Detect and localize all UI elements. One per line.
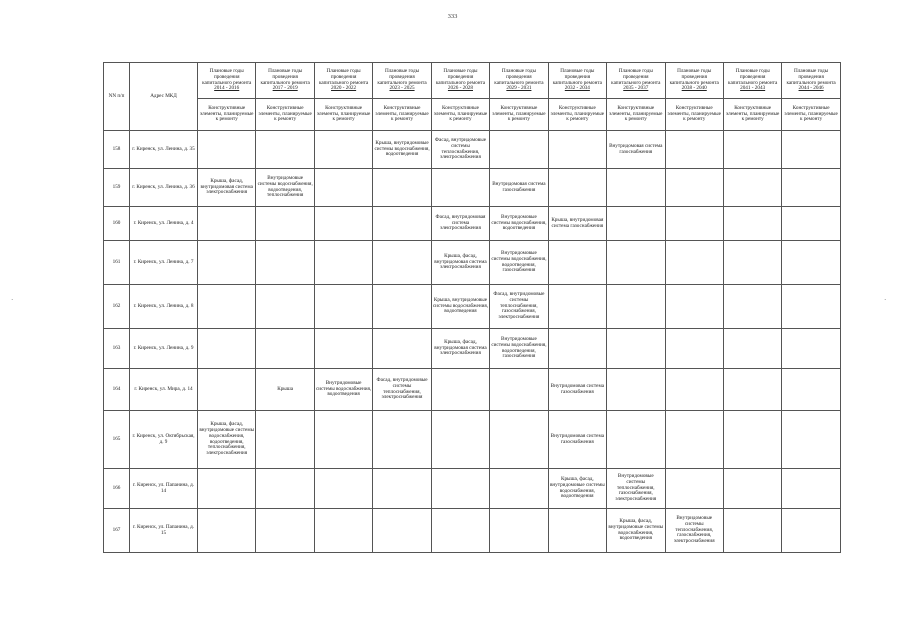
row-work-cell: Крыша, внутридомовая система газоснабжения [548, 207, 606, 241]
row-work-cell [198, 241, 256, 285]
row-number: 165 [104, 411, 130, 469]
row-address: г. Киренск, ул. Ленина, д. 8 [130, 285, 198, 329]
row-number: 167 [104, 509, 130, 553]
header-elements: Конструктивные элементы, планируемые к ремонту [373, 99, 431, 131]
header-period: Плановые годы проведения капитального ремонта 2026 - 2028 [431, 63, 489, 99]
table-row [104, 469, 841, 509]
row-work-cell: Внутридомовая система газоснабжения [548, 369, 606, 411]
table-row [104, 207, 841, 241]
row-work-cell [256, 469, 314, 509]
table-row [104, 131, 841, 169]
header-period: Плановые годы проведения капитального ремонта 2032 - 2034 [548, 63, 606, 99]
table-row [104, 241, 841, 285]
row-work-cell: Внутридомовые системы водоснабжения, водоотведения, теплоснабжения [256, 169, 314, 207]
row-work-cell [548, 329, 606, 369]
table-row [104, 169, 841, 207]
row-work-cell [665, 131, 723, 169]
header-period: Плановые годы проведения капитального ремонта 2029 - 2031 [490, 63, 548, 99]
row-number: 166 [104, 469, 130, 509]
table-row [104, 369, 841, 411]
row-work-cell [314, 207, 372, 241]
row-work-cell [490, 469, 548, 509]
row-work-cell [490, 411, 548, 469]
header-elements: Конструктивные элементы, планируемые к ремонту [665, 99, 723, 131]
header-period: Плановые годы проведения капитального ремонта 2041 - 2043 [723, 63, 781, 99]
row-address: г. Киренск, ул. Папанина, д. 14 [130, 469, 198, 509]
row-work-cell [373, 329, 431, 369]
row-work-cell [723, 207, 781, 241]
row-work-cell: Внутридомовые системы теплоснабжения, газоснабжения, электроснабжения [665, 509, 723, 553]
row-work-cell [782, 169, 840, 207]
row-number: 164 [104, 369, 130, 411]
header-elements: Конструктивные элементы, планируемые к ремонту [198, 99, 256, 131]
table-row [104, 509, 841, 553]
row-work-cell [256, 131, 314, 169]
row-work-cell [198, 329, 256, 369]
header-elements: Конструктивные элементы, планируемые к ремонту [607, 99, 665, 131]
row-work-cell [490, 369, 548, 411]
row-address: г. Киренск, ул. Ленина, д. 9 [130, 329, 198, 369]
row-work-cell [782, 285, 840, 329]
row-number: 163 [104, 329, 130, 369]
page-number: 333 [447, 13, 458, 20]
row-work-cell [314, 241, 372, 285]
row-work-cell [665, 329, 723, 369]
row-work-cell [198, 285, 256, 329]
row-work-cell [723, 411, 781, 469]
row-work-cell [548, 131, 606, 169]
row-work-cell [607, 369, 665, 411]
row-work-cell: Фасад, внутридомовая система электроснабжения [431, 207, 489, 241]
row-work-cell [431, 469, 489, 509]
row-work-cell [782, 369, 840, 411]
row-work-cell: Крыша, фасад, внутридомовые системы водоснабжения, водоотведения [548, 469, 606, 509]
row-work-cell [723, 131, 781, 169]
row-work-cell [782, 131, 840, 169]
row-work-cell [198, 469, 256, 509]
row-work-cell [548, 169, 606, 207]
row-address: г. Киренск, ул. Ленина, д. 35 [130, 131, 198, 169]
margin-mark: · [884, 296, 887, 304]
header-elements: Конструктивные элементы, планируемые к ремонту [548, 99, 606, 131]
row-work-cell [256, 411, 314, 469]
row-work-cell [782, 207, 840, 241]
row-work-cell: Фасад, внутридомовые системы теплоснабжения, газоснабжения, электроснабжения [490, 285, 548, 329]
row-work-cell [665, 369, 723, 411]
row-work-cell [782, 509, 840, 553]
row-work-cell [723, 285, 781, 329]
row-work-cell: Внутридомовые системы водоснабжения, водоотведения, газоснабжения [490, 329, 548, 369]
row-work-cell [314, 169, 372, 207]
row-address: г. Киренск, ул. Мира, д. 14 [130, 369, 198, 411]
row-work-cell [490, 509, 548, 553]
row-work-cell [431, 369, 489, 411]
row-work-cell [373, 207, 431, 241]
table-body [104, 131, 841, 553]
row-work-cell: Внутридомовые системы теплоснабжения, газоснабжения, электроснабжения [607, 469, 665, 509]
row-number: 161 [104, 241, 130, 285]
row-address: г. Киренск, ул. Октябрьская, д. 9 [130, 411, 198, 469]
row-work-cell [723, 241, 781, 285]
header-num: NN п/п [104, 63, 130, 131]
header-period: Плановые годы проведения капитального ремонта 2017 - 2019 [256, 63, 314, 99]
header-period: Плановые годы проведения капитального ремонта 2023 - 2025 [373, 63, 431, 99]
row-work-cell [665, 469, 723, 509]
row-work-cell [723, 369, 781, 411]
row-work-cell [373, 241, 431, 285]
row-work-cell [723, 169, 781, 207]
row-work-cell [256, 285, 314, 329]
row-work-cell [723, 469, 781, 509]
row-work-cell: Крыша, внутридомовые системы водоснабжения, водоотведения [431, 285, 489, 329]
table-row [104, 285, 841, 329]
row-work-cell: Внутридомовая система газоснабжения [607, 131, 665, 169]
header-period: Плановые годы проведения капитального ремонта 2014 - 2016 [198, 63, 256, 99]
row-number: 158 [104, 131, 130, 169]
row-work-cell [198, 131, 256, 169]
row-work-cell: Крыша, фасад, внутридомовые системы водоснабжения, водоотведения, теплоснабжения, электроснабжения [198, 411, 256, 469]
row-work-cell [607, 329, 665, 369]
row-work-cell [373, 411, 431, 469]
header-elements: Конструктивные элементы, планируемые к ремонту [314, 99, 372, 131]
row-address: г. Киренск, ул. Папанина, д. 15 [130, 509, 198, 553]
header-period: Плановые годы проведения капитального ремонта 2035 - 2037 [607, 63, 665, 99]
row-work-cell [373, 509, 431, 553]
row-address: г. Киренск, ул. Ленина, д. 7 [130, 241, 198, 285]
row-work-cell: Крыша, фасад, внутридомовая система электроснабжения [431, 329, 489, 369]
table-header [104, 63, 841, 131]
row-work-cell [723, 509, 781, 553]
row-work-cell [782, 241, 840, 285]
row-work-cell [256, 329, 314, 369]
row-number: 162 [104, 285, 130, 329]
repair-schedule-table [103, 62, 841, 553]
row-work-cell [548, 241, 606, 285]
row-work-cell [490, 131, 548, 169]
row-work-cell [607, 411, 665, 469]
row-work-cell: Внутридомовая система газоснабжения [490, 169, 548, 207]
row-work-cell: Крыша, фасад, внутридомовые системы водоснабжения, водоотведения [607, 509, 665, 553]
margin-mark: · [11, 296, 14, 304]
header-period: Плановые годы проведения капитального ремонта 2044 - 2046 [782, 63, 840, 99]
row-address: г. Киренск, ул. Ленина, д. 36 [130, 169, 198, 207]
row-work-cell [607, 241, 665, 285]
row-work-cell [314, 469, 372, 509]
row-work-cell: Внутридомовая система газоснабжения [548, 411, 606, 469]
row-work-cell [548, 285, 606, 329]
row-work-cell [198, 207, 256, 241]
row-work-cell [373, 469, 431, 509]
row-work-cell: Внутридомовые системы водоснабжения, водоотведения [314, 369, 372, 411]
row-work-cell [665, 207, 723, 241]
row-work-cell [314, 509, 372, 553]
row-number: 160 [104, 207, 130, 241]
header-period: Плановые годы проведения капитального ремонта 2020 - 2022 [314, 63, 372, 99]
header-period: Плановые годы проведения капитального ремонта 2038 - 2040 [665, 63, 723, 99]
row-work-cell [665, 285, 723, 329]
row-work-cell: Внутридомовые системы водоснабжения, водоотведения, газоснабжения [490, 241, 548, 285]
row-work-cell: Фасад, внутридомовые системы теплоснабжения, электроснабжения [373, 369, 431, 411]
row-work-cell [431, 509, 489, 553]
row-work-cell [665, 411, 723, 469]
row-address: г. Киренск, ул. Ленина, д. 4 [130, 207, 198, 241]
header-elements: Конструктивные элементы, планируемые к ремонту [782, 99, 840, 131]
row-work-cell [256, 207, 314, 241]
row-work-cell [314, 329, 372, 369]
row-work-cell [431, 411, 489, 469]
header-elements: Конструктивные элементы, планируемые к ремонту [431, 99, 489, 131]
row-work-cell [198, 509, 256, 553]
row-work-cell: Крыша, фасад, внутридомовая система электроснабжения [431, 241, 489, 285]
row-work-cell: Внутридомовые системы водоснабжения, водоотведения [490, 207, 548, 241]
header-elements: Конструктивные элементы, планируемые к ремонту [490, 99, 548, 131]
header-elements: Конструктивные элементы, планируемые к ремонту [256, 99, 314, 131]
row-work-cell [548, 509, 606, 553]
row-work-cell [314, 131, 372, 169]
header-address: Адрес МКД [130, 63, 198, 131]
row-work-cell [782, 469, 840, 509]
row-work-cell [665, 169, 723, 207]
row-work-cell [782, 411, 840, 469]
row-work-cell [256, 241, 314, 285]
row-work-cell [723, 329, 781, 369]
table-row [104, 411, 841, 469]
row-work-cell: Фасад, внутридомовые системы теплоснабжения, электроснабжения [431, 131, 489, 169]
row-work-cell [314, 285, 372, 329]
row-work-cell [373, 169, 431, 207]
row-work-cell [373, 285, 431, 329]
table-row [104, 329, 841, 369]
row-work-cell [256, 509, 314, 553]
row-work-cell [782, 329, 840, 369]
row-work-cell [314, 411, 372, 469]
row-work-cell: Крыша [256, 369, 314, 411]
row-work-cell [198, 369, 256, 411]
row-work-cell [607, 169, 665, 207]
row-work-cell: Крыша, внутридомовые системы водоснабжения, водоотведения [373, 131, 431, 169]
row-work-cell [607, 285, 665, 329]
row-number: 159 [104, 169, 130, 207]
row-work-cell [607, 207, 665, 241]
row-work-cell: Крыша, фасад, внутридомовая система электроснабжения [198, 169, 256, 207]
row-work-cell [665, 241, 723, 285]
header-elements: Конструктивные элементы, планируемые к ремонту [723, 99, 781, 131]
row-work-cell [431, 169, 489, 207]
